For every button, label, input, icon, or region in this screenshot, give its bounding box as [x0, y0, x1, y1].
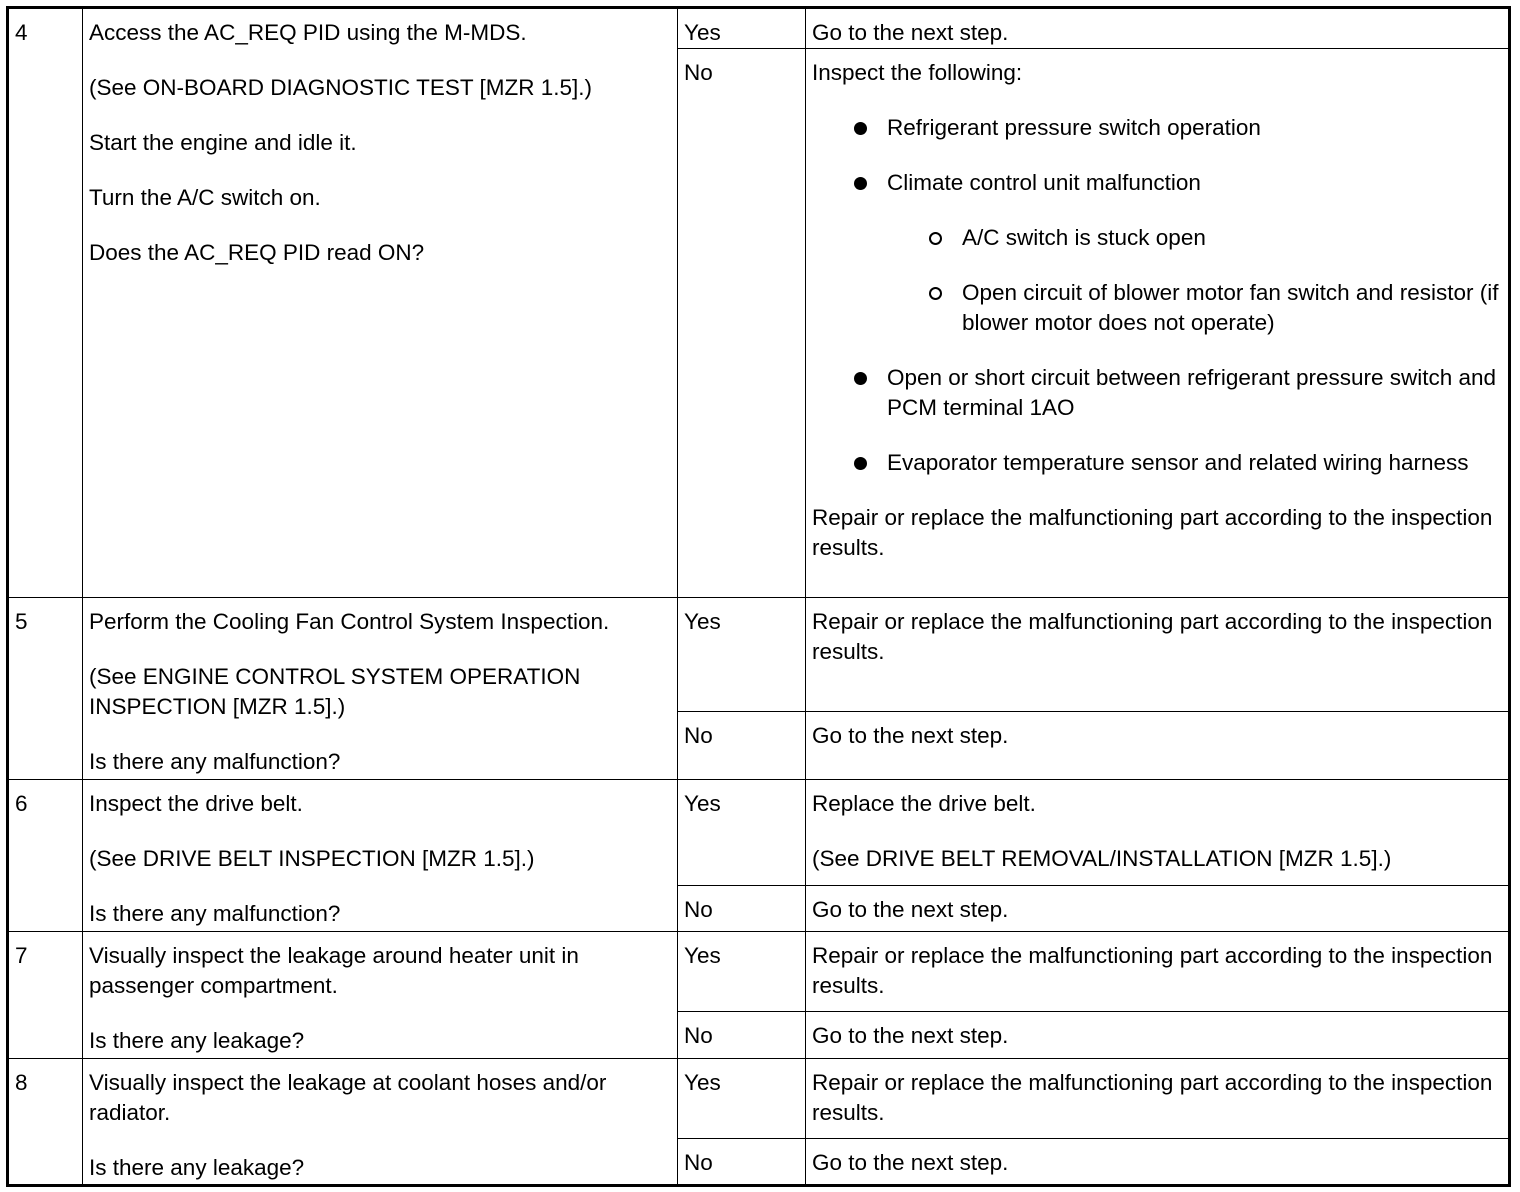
- list-item: [852, 168, 1502, 338]
- list-item-text: A/C switch is stuck open: [962, 225, 1206, 250]
- bullet-icon: [854, 457, 867, 470]
- result-no: No: [678, 49, 806, 598]
- result-no: No: [678, 1012, 806, 1059]
- action-text: Inspect the drive belt.: [89, 791, 303, 816]
- table-row: [8, 8, 1510, 49]
- step-number: 7: [8, 932, 83, 1059]
- action-question: Is there any leakage?: [89, 1155, 305, 1180]
- result-yes-action: Go to the next step.: [806, 8, 1510, 49]
- list-item: [927, 278, 1502, 338]
- table-row: [8, 932, 1510, 1012]
- action-text: (See ENGINE CONTROL SYSTEM OPERATION INSPECTION [MZR 1.5].): [89, 664, 581, 719]
- result-yes: Yes: [678, 1059, 806, 1139]
- step-action: [83, 780, 678, 932]
- result-yes-action: Repair or replace the malfunctioning part according to the inspection results.: [806, 598, 1510, 712]
- bullet-icon: [854, 177, 867, 190]
- step-number: 5: [8, 598, 83, 780]
- action-text: Access the AC_REQ PID using the M-MDS.: [89, 20, 527, 45]
- result-yes: Yes: [678, 8, 806, 49]
- list-item: [852, 363, 1502, 423]
- step-number: 6: [8, 780, 83, 932]
- table-row: [8, 1059, 1510, 1139]
- diagnostic-table: [6, 6, 1511, 1187]
- sub-list: [887, 223, 1502, 338]
- result-no-action: Go to the next step.: [806, 712, 1510, 780]
- result-yes-action: [806, 780, 1510, 886]
- result-no-action: Go to the next step.: [806, 886, 1510, 932]
- list-item: [852, 113, 1502, 143]
- table-row: [8, 780, 1510, 886]
- step-number: 4: [8, 8, 83, 598]
- list-item-text: Evaporator temperature sensor and related wiring harness: [887, 450, 1469, 475]
- result-yes: Yes: [678, 598, 806, 712]
- list-item-text: Refrigerant pressure switch operation: [887, 115, 1261, 140]
- circle-bullet-icon: [929, 232, 942, 245]
- action-text: (See ON-BOARD DIAGNOSTIC TEST [MZR 1.5].): [89, 75, 592, 100]
- result-reference: (See DRIVE BELT REMOVAL/INSTALLATION [MZR 1.5].): [812, 846, 1392, 871]
- step-action: [83, 932, 678, 1059]
- action-text: Perform the Cooling Fan Control System Inspection.: [89, 609, 610, 634]
- inspect-outro: Repair or replace the malfunctioning part according to the inspection results.: [812, 505, 1493, 560]
- result-yes: Yes: [678, 932, 806, 1012]
- step-action: [83, 8, 678, 598]
- result-yes-action: Repair or replace the malfunctioning part according to the inspection results.: [806, 1059, 1510, 1139]
- action-text: (See DRIVE BELT INSPECTION [MZR 1.5].): [89, 846, 535, 871]
- list-item-text: Open circuit of blower motor fan switch and resistor (if blower motor does not operate): [962, 280, 1499, 335]
- action-question: Does the AC_REQ PID read ON?: [89, 240, 425, 265]
- action-question: Is there any malfunction?: [89, 749, 341, 774]
- result-text: Replace the drive belt.: [812, 791, 1036, 816]
- result-yes: Yes: [678, 780, 806, 886]
- result-yes-action: Repair or replace the malfunctioning part according to the inspection results.: [806, 932, 1510, 1012]
- action-question: Is there any leakage?: [89, 1028, 305, 1053]
- result-no: No: [678, 712, 806, 780]
- action-text: Start the engine and idle it.: [89, 130, 357, 155]
- action-question: Is there any malfunction?: [89, 901, 341, 926]
- list-item-text: Open or short circuit between refrigerant pressure switch and PCM terminal 1AO: [887, 365, 1497, 420]
- action-text: Visually inspect the leakage around heater unit in passenger compartment.: [89, 943, 579, 998]
- action-text: Visually inspect the leakage at coolant hoses and/or radiator.: [89, 1070, 607, 1125]
- list-item: [927, 223, 1502, 253]
- step-action: [83, 1059, 678, 1186]
- list-item-text: Climate control unit malfunction: [887, 170, 1201, 195]
- circle-bullet-icon: [929, 287, 942, 300]
- result-no-action: [806, 49, 1510, 598]
- table-row: [8, 598, 1510, 712]
- bullet-icon: [854, 122, 867, 135]
- inspect-intro: Inspect the following:: [812, 60, 1023, 85]
- step-action: [83, 598, 678, 780]
- list-item: [852, 448, 1502, 478]
- bullet-icon: [854, 372, 867, 385]
- action-text: Turn the A/C switch on.: [89, 185, 321, 210]
- inspect-list: [812, 113, 1502, 478]
- result-no: No: [678, 886, 806, 932]
- step-number: 8: [8, 1059, 83, 1186]
- result-no-action: Go to the next step.: [806, 1012, 1510, 1059]
- result-no-action: Go to the next step.: [806, 1139, 1510, 1186]
- result-no: No: [678, 1139, 806, 1186]
